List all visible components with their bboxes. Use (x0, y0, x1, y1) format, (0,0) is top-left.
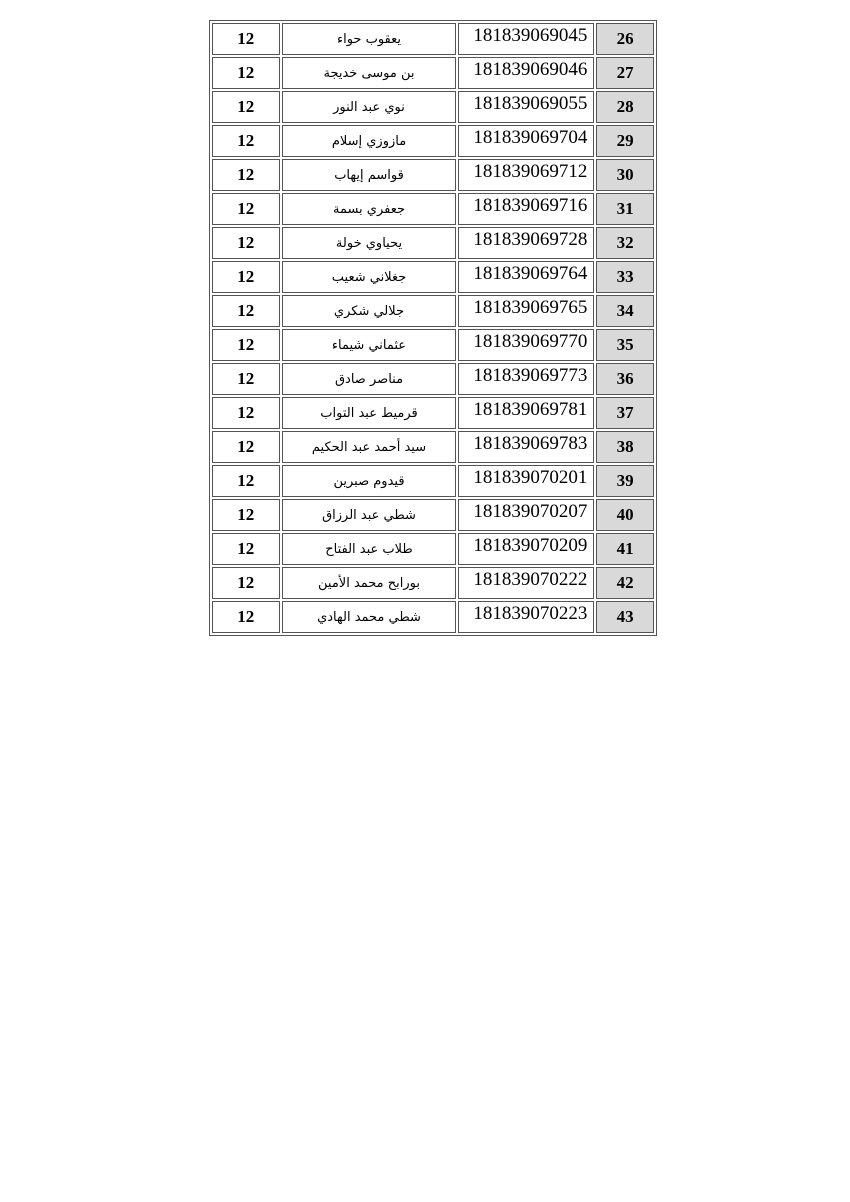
name-cell: قيدوم صبرين (282, 465, 457, 497)
table-row (212, 363, 654, 395)
student-id-cell: 181839069770 (458, 329, 594, 361)
grade-cell: 12 (212, 363, 280, 395)
grade-cell: 12 (212, 431, 280, 463)
student-id-cell: 181839069045 (458, 23, 594, 55)
student-id-cell: 181839069046 (458, 57, 594, 89)
row-number-cell: 40 (596, 499, 654, 531)
name-cell: نوي عبد النور (282, 91, 457, 123)
row-number-cell: 31 (596, 193, 654, 225)
table-row (212, 227, 654, 259)
student-id-cell: 181839069704 (458, 125, 594, 157)
name-cell: يعقوب حواء (282, 23, 457, 55)
name-cell: بورابح محمد الأمين (282, 567, 457, 599)
table-row (212, 57, 654, 89)
row-number-cell: 37 (596, 397, 654, 429)
name-cell: طلاب عبد الفتاح (282, 533, 457, 565)
grade-cell: 12 (212, 295, 280, 327)
table-row (212, 567, 654, 599)
grade-cell: 12 (212, 91, 280, 123)
table-row (212, 499, 654, 531)
name-cell: مازوزي إسلام (282, 125, 457, 157)
name-cell: قواسم إيهاب (282, 159, 457, 191)
name-cell: جغلاني شعيب (282, 261, 457, 293)
row-number-cell: 30 (596, 159, 654, 191)
row-number-cell: 28 (596, 91, 654, 123)
student-id-cell: 181839069773 (458, 363, 594, 395)
row-number-cell: 33 (596, 261, 654, 293)
student-id-cell: 181839070223 (458, 601, 594, 633)
name-cell: سيد أحمد عبد الحكيم (282, 431, 457, 463)
name-cell: مناصر صادق (282, 363, 457, 395)
grade-cell: 12 (212, 465, 280, 497)
name-cell: جلالي شكري (282, 295, 457, 327)
table-row (212, 431, 654, 463)
row-number-cell: 26 (596, 23, 654, 55)
student-id-cell: 181839069055 (458, 91, 594, 123)
row-number-cell: 29 (596, 125, 654, 157)
grade-cell: 12 (212, 567, 280, 599)
grade-cell: 12 (212, 193, 280, 225)
name-cell: يحياوي خولة (282, 227, 457, 259)
table-row (212, 125, 654, 157)
table-body (212, 23, 654, 633)
name-cell: شطي عبد الرزاق (282, 499, 457, 531)
student-id-cell: 181839069712 (458, 159, 594, 191)
table-row (212, 91, 654, 123)
name-cell: قرميط عبد التواب (282, 397, 457, 429)
grade-cell: 12 (212, 499, 280, 531)
student-id-cell: 181839070207 (458, 499, 594, 531)
table-row (212, 397, 654, 429)
table-row (212, 329, 654, 361)
row-number-cell: 36 (596, 363, 654, 395)
grade-cell: 12 (212, 57, 280, 89)
row-number-cell: 42 (596, 567, 654, 599)
row-number-cell: 38 (596, 431, 654, 463)
row-number-cell: 34 (596, 295, 654, 327)
student-id-cell: 181839070201 (458, 465, 594, 497)
student-id-cell: 181839069781 (458, 397, 594, 429)
table-row (212, 295, 654, 327)
name-cell: شطي محمد الهادي (282, 601, 457, 633)
grade-cell: 12 (212, 261, 280, 293)
name-cell: عثماني شيماء (282, 329, 457, 361)
student-id-cell: 181839069716 (458, 193, 594, 225)
row-number-cell: 43 (596, 601, 654, 633)
grade-cell: 12 (212, 227, 280, 259)
grade-cell: 12 (212, 329, 280, 361)
grade-cell: 12 (212, 159, 280, 191)
grade-cell: 12 (212, 533, 280, 565)
grade-cell: 12 (212, 397, 280, 429)
student-id-cell: 181839070209 (458, 533, 594, 565)
row-number-cell: 32 (596, 227, 654, 259)
student-grades-table (209, 20, 657, 636)
student-id-cell: 181839069765 (458, 295, 594, 327)
table-row (212, 533, 654, 565)
grade-cell: 12 (212, 125, 280, 157)
student-id-cell: 181839069728 (458, 227, 594, 259)
row-number-cell: 41 (596, 533, 654, 565)
student-id-cell: 181839070222 (458, 567, 594, 599)
student-id-cell: 181839069764 (458, 261, 594, 293)
grade-cell: 12 (212, 23, 280, 55)
name-cell: جعفري بسمة (282, 193, 457, 225)
row-number-cell: 35 (596, 329, 654, 361)
table-row (212, 23, 654, 55)
name-cell: بن موسى خديجة (282, 57, 457, 89)
table-row (212, 601, 654, 633)
row-number-cell: 39 (596, 465, 654, 497)
table-row (212, 465, 654, 497)
student-id-cell: 181839069783 (458, 431, 594, 463)
table-row (212, 159, 654, 191)
row-number-cell: 27 (596, 57, 654, 89)
table-row (212, 261, 654, 293)
table-row (212, 193, 654, 225)
grade-cell: 12 (212, 601, 280, 633)
